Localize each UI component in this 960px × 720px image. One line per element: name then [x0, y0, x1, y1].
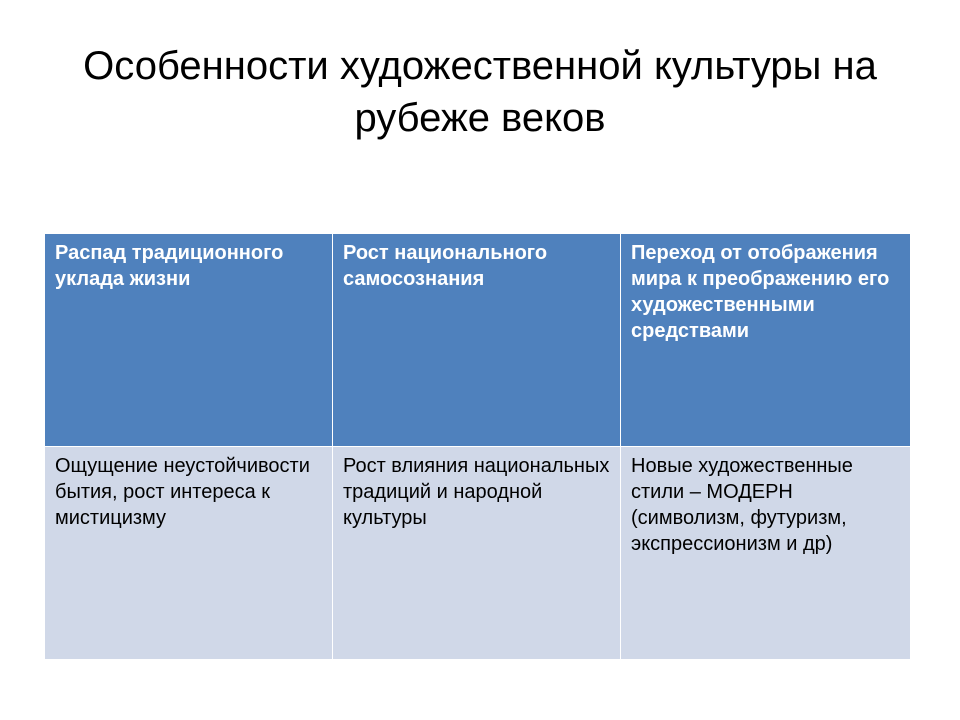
- table-row: [45, 447, 911, 660]
- table-cell: Новые художественные стили – МОДЕРН (символизм, футуризм, экспрессионизм и др): [621, 447, 911, 660]
- table-header-cell: Переход от отображения мира к преображению его художественными средствами: [621, 234, 911, 447]
- table-header-row: [45, 234, 911, 447]
- table-header-cell: Рост национального самосознания: [333, 234, 621, 447]
- table-header-cell: Распад традиционного уклада жизни: [45, 234, 333, 447]
- table-cell: Рост влияния национальных традиций и народной культуры: [333, 447, 621, 660]
- content-table: [44, 233, 911, 660]
- table-cell: Ощущение неустойчивости бытия, рост интереса к мистицизму: [45, 447, 333, 660]
- slide-title: Особенности художественной культуры на рубеже веков: [83, 44, 877, 140]
